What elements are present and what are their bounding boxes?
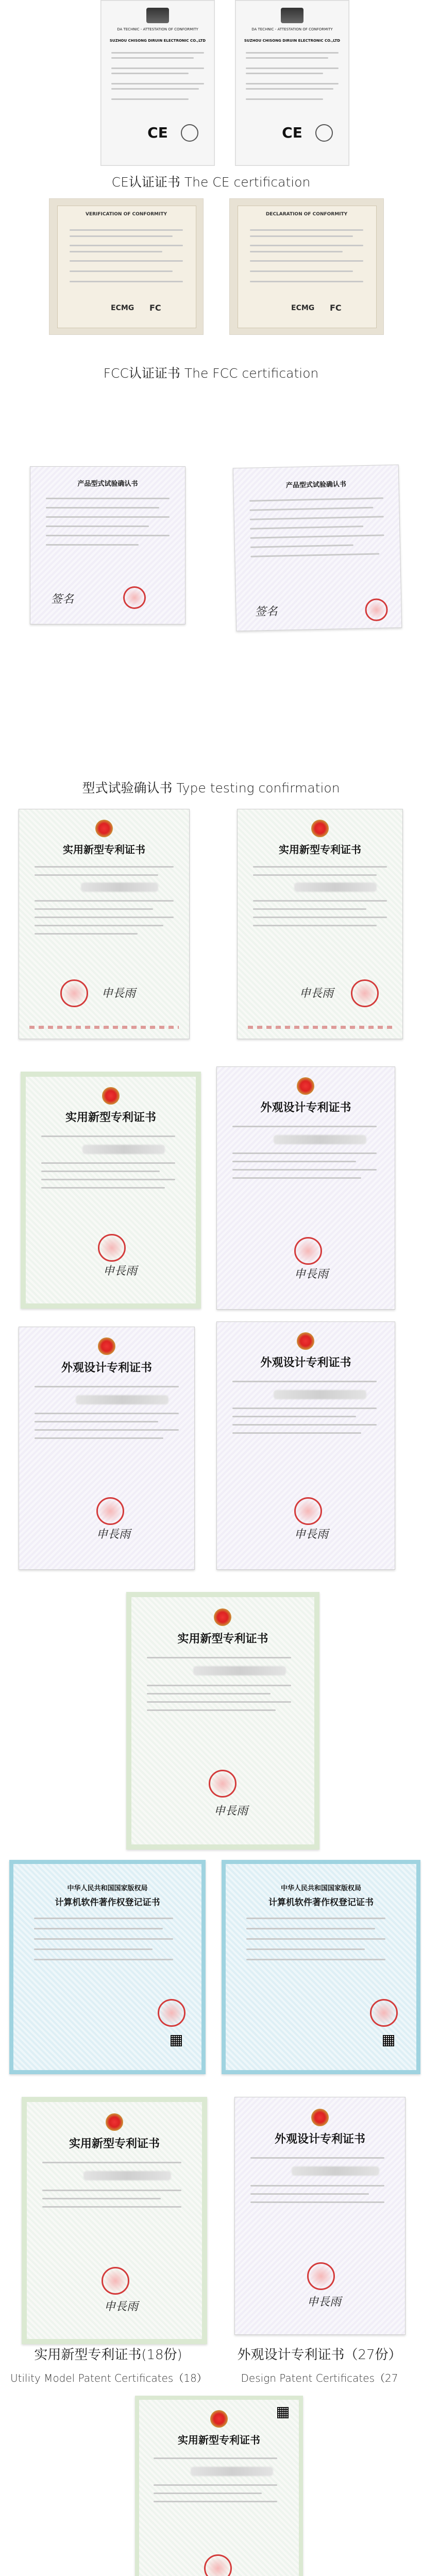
doc-title: 实用新型专利证书: [177, 1632, 268, 1646]
national-emblem-icon: [106, 2113, 123, 2131]
design-patent-4: [234, 2097, 406, 2335]
national-emblem-icon: [102, 1087, 120, 1105]
seal-icon: [294, 1497, 322, 1525]
ce-certificate-left: [100, 0, 215, 166]
signature-image: 申長雨: [104, 2300, 139, 2313]
fcc-brand: ECMG: [111, 304, 134, 312]
doc-title: 外观设计专利证书: [260, 1356, 351, 1369]
ce-headline: DA TECHNIC - ATTESTATION OF CONFORMITY: [251, 27, 333, 31]
signature-image: 申長雨: [103, 1265, 138, 1278]
software-header: 中华人民共和国国家版权局: [67, 1885, 148, 1892]
qr-code-icon: [171, 2035, 182, 2046]
doc-title: 实用新型专利证书: [69, 2137, 160, 2150]
fcc-caption: FCC认证证书 The FCC certification: [103, 366, 319, 381]
design-patent-3: [216, 1321, 395, 1570]
seal-icon: [209, 1770, 237, 1798]
signature-image: 申長雨: [102, 987, 136, 1000]
utility-patent-5: [22, 2097, 207, 2344]
utility-patent-6: [135, 2396, 303, 2576]
qr-code-icon: [383, 2035, 394, 2046]
signature-image: 申長雨: [96, 1528, 131, 1541]
ce-certificate-right: [235, 0, 349, 166]
design-patent-2: [19, 1327, 195, 1570]
type-testing-caption: 型式试验确认书 Type testing confirmation: [82, 781, 340, 795]
seal-icon: [307, 2262, 335, 2290]
fcc-brand: ECMG: [291, 304, 315, 312]
type-testing-right: [233, 465, 402, 632]
design-27-caption-en: Design Patent Certificates（27: [241, 2372, 398, 2384]
doc-title: 实用新型专利证书: [279, 843, 361, 856]
software-copyright-2: [222, 1860, 420, 2074]
seal-icon: [123, 586, 146, 609]
software-header: 中华人民共和国国家版权局: [280, 1885, 361, 1892]
doc-title: 产品型式试验确认书: [77, 480, 138, 488]
qr-code-icon: [277, 2407, 289, 2418]
national-emblem-icon: [297, 1332, 314, 1350]
doc-title: 外观设计专利证书: [260, 1101, 351, 1114]
national-emblem-icon: [311, 2109, 329, 2126]
seal-icon: [365, 598, 388, 621]
utility-patent-1: [19, 809, 190, 1039]
national-emblem-icon: [95, 820, 113, 837]
design-patent-1: [216, 1066, 395, 1310]
national-emblem-icon: [210, 2410, 228, 2428]
ce-logo-icon: [146, 8, 169, 23]
utility-patent-3: [21, 1072, 201, 1309]
national-emblem-icon: [214, 1608, 231, 1626]
ce-mark: CE: [147, 124, 168, 141]
fcc-mark: FC: [149, 303, 161, 313]
seal-icon: [204, 2554, 232, 2576]
seal-icon: [158, 1999, 185, 2027]
seal-icon: [294, 1237, 322, 1265]
seal-icon: [98, 1234, 126, 1262]
seal-icon: [181, 124, 198, 142]
ce-caption: CE认证证书 The CE certification: [111, 175, 311, 190]
ce-company: SUZHOU CHISONG DIRUIN ELECTRONIC CO.,LTD: [244, 39, 341, 43]
doc-title: 外观设计专利证书: [274, 2132, 365, 2146]
ce-mark: CE: [282, 124, 302, 141]
seal-icon: [60, 979, 88, 1007]
seal-icon: [96, 1497, 124, 1525]
type-testing-left: [30, 466, 185, 624]
doc-title: 产品型式试验确认书: [285, 480, 347, 490]
seal-icon: [351, 979, 379, 1007]
utility-patent-2: [237, 809, 403, 1039]
utility-patent-4: [126, 1592, 319, 1850]
national-emblem-icon: [98, 1337, 115, 1355]
fcc-title: VERIFICATION OF CONFORMITY: [86, 212, 167, 217]
national-emblem-icon: [297, 1077, 314, 1095]
signature-image: 签名: [51, 593, 74, 606]
signature-image: 申長雨: [214, 1805, 248, 1818]
signature-image: 申長雨: [294, 1528, 329, 1541]
design-27-caption-cn: 外观设计专利证书（27份）: [237, 2347, 402, 2363]
ce-headline: DA TECHNIC - ATTESTATION OF CONFORMITY: [117, 27, 198, 31]
doc-title: 实用新型专利证书: [178, 2434, 260, 2446]
fcc-certificate-right: [229, 198, 384, 335]
doc-title: 外观设计专利证书: [61, 1361, 152, 1375]
seal-icon: [102, 2267, 129, 2295]
fcc-certificate-left: [49, 198, 204, 335]
doc-title: 实用新型专利证书: [65, 1111, 156, 1124]
ce-logo-icon: [281, 8, 303, 23]
software-copyright-1: [9, 1860, 206, 2074]
ce-company: SUZHOU CHISONG DIRUIN ELECTRONIC CO.,LTD: [109, 39, 206, 43]
signature-image: 申長雨: [307, 2296, 342, 2309]
national-emblem-icon: [311, 820, 329, 837]
fcc-mark: FC: [330, 303, 342, 313]
seal-icon: [370, 1999, 398, 2027]
doc-title: 实用新型专利证书: [63, 843, 145, 856]
signature-image: 申長雨: [294, 1268, 329, 1281]
fcc-title: DECLARATION OF CONFORMITY: [265, 212, 348, 217]
doc-title: 计算机软件著作权登记证书: [268, 1897, 374, 1908]
signature-image: 签名: [255, 605, 278, 619]
seal-icon: [315, 124, 333, 142]
utility-18-caption-cn: 实用新型专利证书(18份): [34, 2347, 182, 2363]
utility-18-caption-en: Utility Model Patent Certificates（18）: [10, 2372, 207, 2384]
doc-title: 计算机软件著作权登记证书: [55, 1897, 160, 1908]
signature-image: 申長雨: [299, 987, 334, 1000]
